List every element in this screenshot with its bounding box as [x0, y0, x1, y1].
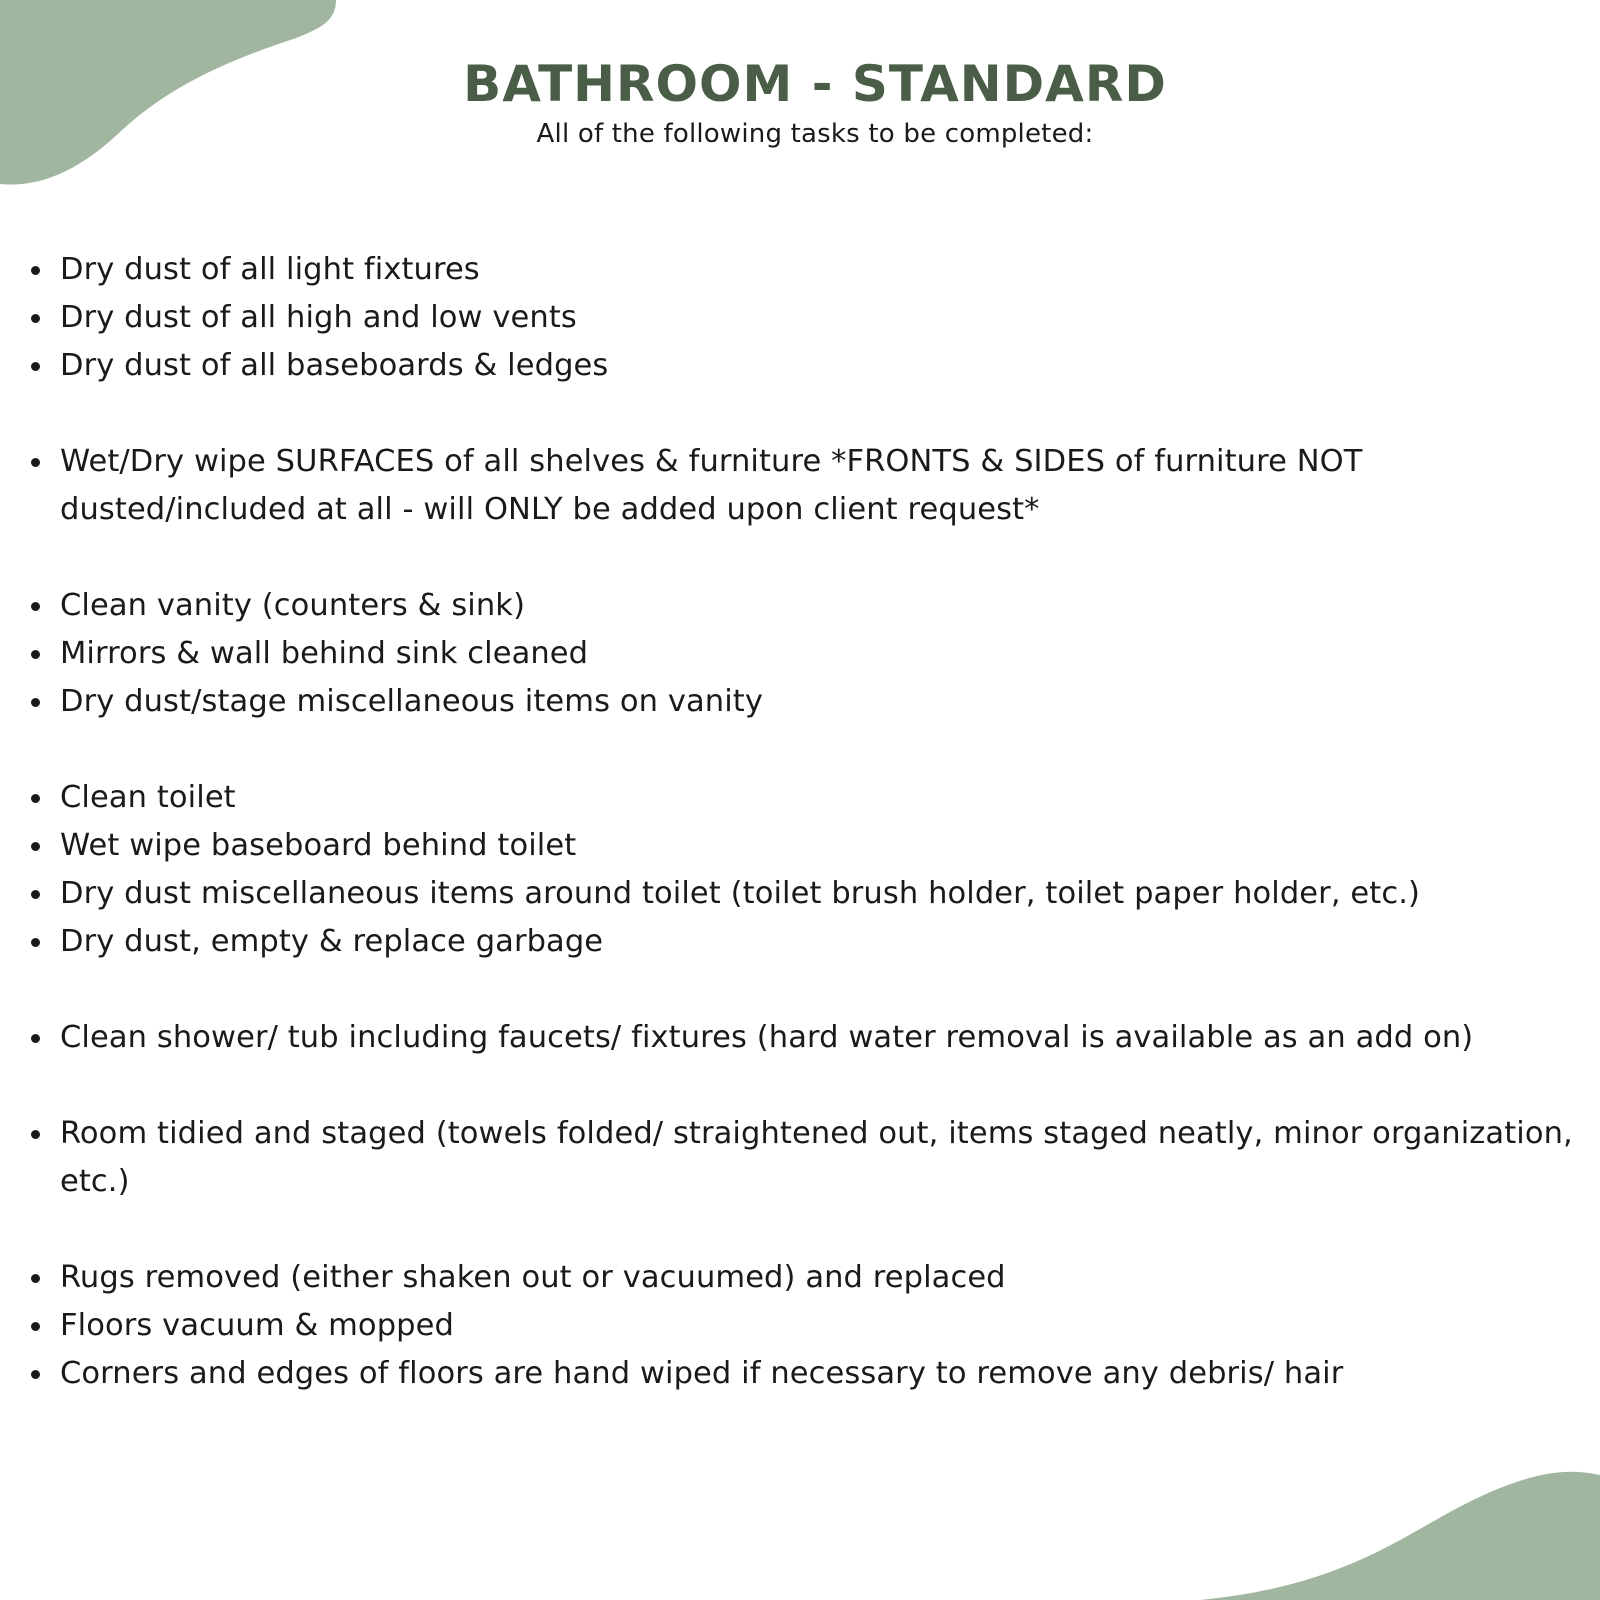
task-item — [0, 918, 1580, 966]
task-group — [0, 1014, 1580, 1062]
task-item — [0, 678, 1580, 726]
task-item — [0, 1302, 1580, 1350]
task-item — [0, 630, 1580, 678]
blob-shape — [1200, 1472, 1600, 1600]
page-subtitle: All of the following tasks to be completed: — [536, 119, 1094, 149]
task-item — [0, 822, 1580, 870]
task-item — [0, 774, 1580, 822]
task-item — [0, 1014, 1580, 1062]
page-header — [0, 54, 1600, 150]
bullet-icon — [31, 314, 40, 323]
bullet-icon — [31, 1130, 40, 1139]
task-group — [0, 1254, 1580, 1398]
task-text: Mirrors & wall behind sink cleaned — [60, 636, 589, 671]
bullet-icon — [31, 842, 40, 851]
bullet-icon — [31, 362, 40, 371]
task-item — [0, 582, 1580, 630]
task-text: Floors vacuum & mopped — [60, 1308, 454, 1343]
task-text: Dry dust/stage miscellaneous items on vanity — [60, 684, 763, 719]
task-checklist — [0, 246, 1580, 1446]
task-group — [0, 582, 1580, 726]
bullet-icon — [31, 890, 40, 899]
task-group — [0, 774, 1580, 966]
task-item — [0, 1350, 1580, 1398]
task-item — [0, 246, 1580, 294]
task-item — [0, 438, 1580, 534]
task-item — [0, 1110, 1580, 1206]
task-text: Clean toilet — [60, 780, 236, 815]
page-title: BATHROOM - STANDARD — [463, 55, 1167, 113]
bullet-icon — [31, 602, 40, 611]
decorative-corner-blob-bottom-right — [1200, 1460, 1600, 1600]
bullet-icon — [31, 1274, 40, 1283]
task-text: Dry dust of all light fixtures — [60, 252, 480, 287]
task-text: Wet/Dry wipe SURFACES of all shelves & furniture *FRONTS & SIDES of furniture NOT dusted/included at all - will ONLY be added upon client request* — [60, 444, 1363, 527]
task-item — [0, 294, 1580, 342]
bullet-icon — [31, 650, 40, 659]
task-text: Dry dust of all high and low vents — [60, 300, 577, 335]
task-group — [0, 1110, 1580, 1206]
task-text: Corners and edges of floors are hand wiped if necessary to remove any debris/ hair — [60, 1356, 1344, 1391]
task-group — [0, 246, 1580, 390]
task-text: Rugs removed (either shaken out or vacuumed) and replaced — [60, 1260, 1006, 1295]
bullet-icon — [31, 1370, 40, 1379]
task-item — [0, 1254, 1580, 1302]
bullet-icon — [31, 938, 40, 947]
bullet-icon — [31, 1322, 40, 1331]
task-text: Wet wipe baseboard behind toilet — [60, 828, 577, 863]
task-group — [0, 438, 1580, 534]
bullet-icon — [31, 1034, 40, 1043]
task-text: Dry dust of all baseboards & ledges — [60, 348, 609, 383]
bullet-icon — [31, 794, 40, 803]
task-text: Dry dust miscellaneous items around toilet (toilet brush holder, toilet paper holder, etc.) — [60, 876, 1420, 911]
bullet-icon — [31, 698, 40, 707]
task-item — [0, 342, 1580, 390]
task-text: Clean shower/ tub including faucets/ fixtures (hard water removal is available as an add on) — [60, 1020, 1474, 1055]
bullet-icon — [31, 266, 40, 275]
task-text: Clean vanity (counters & sink) — [60, 588, 526, 623]
bullet-icon — [31, 458, 40, 467]
task-text: Room tidied and staged (towels folded/ straightened out, items staged neatly, minor organization, etc.) — [60, 1116, 1573, 1199]
task-item — [0, 870, 1580, 918]
task-text: Dry dust, empty & replace garbage — [60, 924, 604, 959]
